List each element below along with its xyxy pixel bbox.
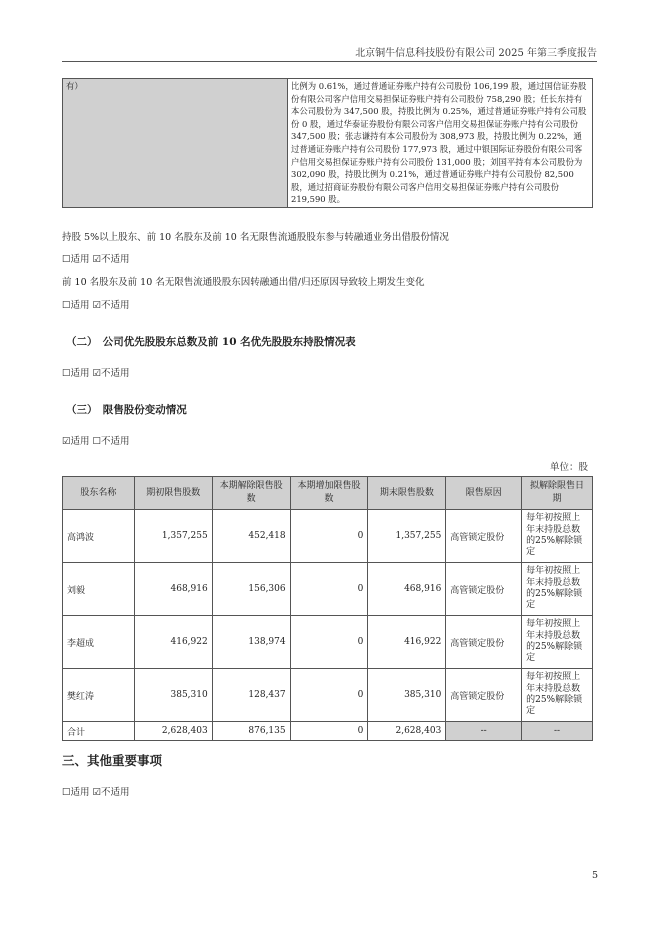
lending-change-text: 前 10 名股东及前 10 名无限售流通股股东因转融通出借/归还原因导致较上期发生变化: [62, 277, 425, 288]
margin-lending-choice: ☐适用 ☑不适用: [62, 254, 130, 265]
opening-restricted: 468,916: [134, 563, 212, 616]
opening-restricted: 385,310: [134, 669, 212, 722]
released-restricted: 128,437: [212, 669, 290, 722]
release-date: 每年初按照上年末持股总数的25%解除锁定: [522, 669, 593, 722]
opening-restricted: 416,922: [134, 616, 212, 669]
table-header-row: [63, 477, 593, 510]
released-restricted: 138,974: [212, 616, 290, 669]
total-label: 合计: [63, 722, 135, 741]
other-matters-choice: ☐适用 ☑不适用: [62, 787, 130, 798]
total-row: [63, 722, 593, 741]
col-header: 股东名称: [63, 477, 135, 510]
total-added: 0: [290, 722, 368, 741]
table-row: [63, 510, 593, 563]
total-released: 876,135: [212, 722, 290, 741]
unit-label: 单位：股: [549, 462, 588, 473]
shareholder-name: 樊红涛: [63, 669, 135, 722]
col-header: 本期解除限售股数: [212, 477, 290, 510]
table-row: [63, 669, 593, 722]
shareholder-notes-table: [62, 78, 593, 208]
col-header: 期末限售股数: [368, 477, 446, 510]
closing-restricted: 416,922: [368, 616, 446, 669]
shareholder-name: 高鸿波: [63, 510, 135, 563]
total-reason: --: [446, 722, 522, 741]
release-date: 每年初按照上年末持股总数的25%解除锁定: [522, 616, 593, 669]
col-header: 拟解除限售日期: [522, 477, 593, 510]
notes-right-cell: 比例为 0.61%，通过普通证券账户持有公司股份 106,199 股，通过国信证券股份有限公司客户信用交易担保证券账户持有公司股份 758,290 股；任长东持有本公司股份为 347,500 股，持股比例为 0.25%，通过普通证券账户持有公司股份 0 股，通过华泰证券股份有限公司客户信用交易担保证券账户持有公司股份 347,500 股；张志谦持有本公司股份为 308,973 股，持股比例为 0.22%，通过普通证券账户持有公司股份 177,973 股，通过中银国际证券股份有限公司客户信用交易担保证券账户持有公司股份 131,000 股；刘国平持有本公司股份为 302,090 股，持股比例为 0.21%，通过普通证券账户持有公司股份 82,500 股，通过招商证券股份有限公司客户信用交易担保证券账户持有公司股份 219,590 股。: [288, 79, 593, 208]
added-restricted: 0: [290, 616, 368, 669]
restricted-shares-table: [62, 476, 593, 741]
preferred-shares-choice: ☐适用 ☑不适用: [62, 368, 130, 379]
notes-left-cell: 有）: [63, 79, 288, 208]
col-header: 本期增加限售股数: [290, 477, 368, 510]
col-header: 限售原因: [446, 477, 522, 510]
released-restricted: 452,418: [212, 510, 290, 563]
restriction-reason: 高管锁定股份: [446, 669, 522, 722]
page-header: 北京铜牛信息科技股份有限公司 2025 年第三季度报告: [355, 48, 597, 59]
restriction-reason: 高管锁定股份: [446, 616, 522, 669]
total-opening: 2,628,403: [134, 722, 212, 741]
total-closing: 2,628,403: [368, 722, 446, 741]
shareholder-name: 刘毅: [63, 563, 135, 616]
added-restricted: 0: [290, 510, 368, 563]
restricted-shares-heading: （三） 限售股份变动情况: [66, 404, 187, 416]
closing-restricted: 385,310: [368, 669, 446, 722]
restriction-reason: 高管锁定股份: [446, 510, 522, 563]
preferred-shares-heading: （二） 公司优先股股东总数及前 10 名优先股股东持股情况表: [66, 336, 356, 348]
header-divider: [62, 61, 597, 62]
added-restricted: 0: [290, 563, 368, 616]
release-date: 每年初按照上年末持股总数的25%解除锁定: [522, 563, 593, 616]
restricted-shares-choice: ☑适用 ☐不适用: [62, 436, 130, 447]
opening-restricted: 1,357,255: [134, 510, 212, 563]
table-row: [63, 563, 593, 616]
added-restricted: 0: [290, 669, 368, 722]
margin-lending-text: 持股 5%以上股东、前 10 名股东及前 10 名无限售流通股股东参与转融通业务出借股份情况: [62, 232, 449, 243]
closing-restricted: 1,357,255: [368, 510, 446, 563]
release-date: 每年初按照上年末持股总数的25%解除锁定: [522, 510, 593, 563]
shareholder-name: 李超成: [63, 616, 135, 669]
total-release-date: --: [522, 722, 593, 741]
closing-restricted: 468,916: [368, 563, 446, 616]
released-restricted: 156,306: [212, 563, 290, 616]
table-row: [63, 616, 593, 669]
lending-change-choice: ☐适用 ☑不适用: [62, 300, 130, 311]
other-matters-heading: 三、其他重要事项: [62, 753, 163, 768]
page-number: 5: [591, 870, 598, 881]
col-header: 期初限售股数: [134, 477, 212, 510]
restriction-reason: 高管锁定股份: [446, 563, 522, 616]
